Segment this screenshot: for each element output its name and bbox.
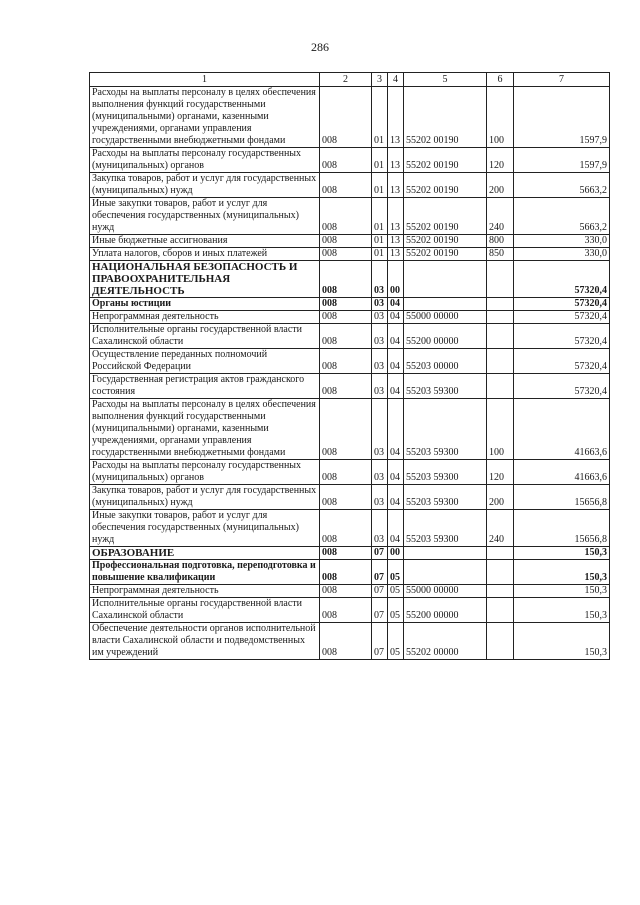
row-code-subsection: 13 <box>388 87 404 148</box>
row-code-main: 008 <box>320 560 372 585</box>
table-row <box>90 248 610 261</box>
row-code-section: 07 <box>372 623 388 660</box>
row-code-main: 008 <box>320 374 372 399</box>
row-code-expense-type: 120 <box>487 460 514 485</box>
row-amount: 41663,6 <box>514 399 610 460</box>
row-code-target: 55000 00000 <box>404 585 487 598</box>
row-amount: 5663,2 <box>514 198 610 235</box>
row-name: Осуществление переданных полномочий Российской Федерации <box>90 349 320 374</box>
row-code-section: 03 <box>372 324 388 349</box>
row-code-subsection: 00 <box>388 547 404 560</box>
row-code-expense-type: 120 <box>487 148 514 173</box>
column-header-row <box>90 73 610 87</box>
row-code-target: 55202 00190 <box>404 248 487 261</box>
row-code-main: 008 <box>320 235 372 248</box>
row-code-target <box>404 560 487 585</box>
row-code-main: 008 <box>320 248 372 261</box>
row-amount: 150,3 <box>514 623 610 660</box>
table-row <box>90 374 610 399</box>
column-header: 6 <box>487 73 514 87</box>
row-code-target: 55202 00190 <box>404 235 487 248</box>
row-code-target: 55200 00000 <box>404 598 487 623</box>
row-code-expense-type <box>487 261 514 298</box>
row-code-expense-type <box>487 560 514 585</box>
row-amount: 5663,2 <box>514 173 610 198</box>
row-code-expense-type <box>487 598 514 623</box>
table-row <box>90 235 610 248</box>
row-code-target <box>404 298 487 311</box>
row-amount: 57320,4 <box>514 324 610 349</box>
row-name: Расходы на выплаты персоналу в целях обеспечения выполнения функций государственными (муниципальными) органами, казенными учреждениями, органами управления государственными внебюджетными фондами <box>90 87 320 148</box>
row-code-section: 01 <box>372 148 388 173</box>
row-name: Иные бюджетные ассигнования <box>90 235 320 248</box>
table-row <box>90 311 610 324</box>
row-name: Органы юстиции <box>90 298 320 311</box>
row-code-target: 55000 00000 <box>404 311 487 324</box>
column-header: 3 <box>372 73 388 87</box>
row-code-main: 008 <box>320 261 372 298</box>
table-row <box>90 598 610 623</box>
row-code-expense-type: 800 <box>487 235 514 248</box>
row-code-target: 55203 00000 <box>404 349 487 374</box>
row-code-subsection: 00 <box>388 261 404 298</box>
row-code-target: 55202 00190 <box>404 87 487 148</box>
row-name: Закупка товаров, работ и услуг для государственных (муниципальных) нужд <box>90 173 320 198</box>
row-name: Иные закупки товаров, работ и услуг для обеспечения государственных (муниципальных) нужд <box>90 510 320 547</box>
row-code-subsection: 05 <box>388 623 404 660</box>
row-code-expense-type: 240 <box>487 198 514 235</box>
row-name: Обеспечение деятельности органов исполнительной власти Сахалинской области и подведомственных им учреждений <box>90 623 320 660</box>
row-amount: 41663,6 <box>514 460 610 485</box>
row-code-subsection: 13 <box>388 235 404 248</box>
row-code-subsection: 04 <box>388 324 404 349</box>
row-amount: 1597,9 <box>514 87 610 148</box>
row-code-subsection: 04 <box>388 485 404 510</box>
row-code-expense-type: 100 <box>487 87 514 148</box>
column-header: 5 <box>404 73 487 87</box>
column-header: 7 <box>514 73 610 87</box>
row-name: Расходы на выплаты персоналу в целях обеспечения выполнения функций государственными (муниципальными) органами, казенными учреждениями, органами управления государственными внебюджетными фондами <box>90 399 320 460</box>
row-amount: 15656,8 <box>514 485 610 510</box>
row-code-subsection: 04 <box>388 399 404 460</box>
table-row <box>90 623 610 660</box>
row-amount: 150,3 <box>514 560 610 585</box>
row-code-target: 55202 00000 <box>404 623 487 660</box>
row-code-expense-type <box>487 324 514 349</box>
row-code-section: 03 <box>372 311 388 324</box>
column-header: 4 <box>388 73 404 87</box>
row-code-section: 01 <box>372 87 388 148</box>
row-code-target: 55202 00190 <box>404 173 487 198</box>
row-amount: 15656,8 <box>514 510 610 547</box>
table-row <box>90 324 610 349</box>
table-row <box>90 585 610 598</box>
table-row <box>90 485 610 510</box>
row-code-main: 008 <box>320 311 372 324</box>
row-code-main: 008 <box>320 173 372 198</box>
row-code-section: 01 <box>372 198 388 235</box>
table-row <box>90 298 610 311</box>
row-amount: 1597,9 <box>514 148 610 173</box>
row-code-section: 07 <box>372 560 388 585</box>
row-code-target: 55202 00190 <box>404 198 487 235</box>
row-code-target <box>404 261 487 298</box>
row-code-main: 008 <box>320 349 372 374</box>
row-amount: 330,0 <box>514 248 610 261</box>
row-code-subsection: 04 <box>388 349 404 374</box>
row-code-section: 01 <box>372 173 388 198</box>
row-amount: 57320,4 <box>514 349 610 374</box>
row-code-section: 01 <box>372 248 388 261</box>
row-code-expense-type <box>487 585 514 598</box>
row-name: Государственная регистрация актов гражданского состояния <box>90 374 320 399</box>
row-amount: 57320,4 <box>514 374 610 399</box>
row-code-section: 03 <box>372 349 388 374</box>
row-code-main: 008 <box>320 547 372 560</box>
column-header: 1 <box>90 73 320 87</box>
page-number: 286 <box>311 40 329 54</box>
row-code-subsection: 13 <box>388 198 404 235</box>
row-code-subsection: 05 <box>388 585 404 598</box>
table-row <box>90 399 610 460</box>
row-amount: 57320,4 <box>514 298 610 311</box>
row-code-section: 07 <box>372 585 388 598</box>
row-code-main: 008 <box>320 510 372 547</box>
row-code-subsection: 04 <box>388 311 404 324</box>
row-code-section: 03 <box>372 374 388 399</box>
row-code-expense-type <box>487 311 514 324</box>
row-code-section: 03 <box>372 485 388 510</box>
row-amount: 57320,4 <box>514 261 610 298</box>
row-code-subsection: 05 <box>388 560 404 585</box>
row-name: Расходы на выплаты персоналу государственных (муниципальных) органов <box>90 460 320 485</box>
row-code-main: 008 <box>320 298 372 311</box>
row-name: ОБРАЗОВАНИЕ <box>90 547 320 560</box>
row-code-target: 55202 00190 <box>404 148 487 173</box>
row-code-main: 008 <box>320 324 372 349</box>
row-name: Профессиональная подготовка, переподготовка и повышение квалификации <box>90 560 320 585</box>
row-code-main: 008 <box>320 87 372 148</box>
row-name: Закупка товаров, работ и услуг для государственных (муниципальных) нужд <box>90 485 320 510</box>
row-amount: 330,0 <box>514 235 610 248</box>
row-code-target: 55203 59300 <box>404 485 487 510</box>
row-name: Исполнительные органы государственной власти Сахалинской области <box>90 324 320 349</box>
row-code-section: 03 <box>372 460 388 485</box>
row-name: Уплата налогов, сборов и иных платежей <box>90 248 320 261</box>
table-row <box>90 349 610 374</box>
row-code-subsection: 13 <box>388 148 404 173</box>
row-code-subsection: 04 <box>388 460 404 485</box>
row-amount: 57320,4 <box>514 311 610 324</box>
row-code-subsection: 13 <box>388 248 404 261</box>
row-code-main: 008 <box>320 198 372 235</box>
row-code-expense-type: 100 <box>487 399 514 460</box>
row-code-expense-type: 850 <box>487 248 514 261</box>
row-code-section: 03 <box>372 261 388 298</box>
row-code-target: 55203 59300 <box>404 460 487 485</box>
row-code-target <box>404 547 487 560</box>
row-code-expense-type <box>487 547 514 560</box>
row-code-subsection: 04 <box>388 298 404 311</box>
row-code-main: 008 <box>320 399 372 460</box>
row-code-subsection: 05 <box>388 598 404 623</box>
row-name: НАЦИОНАЛЬНАЯ БЕЗОПАСНОСТЬ И ПРАВООХРАНИТЕЛЬНАЯ ДЕЯТЕЛЬНОСТЬ <box>90 261 320 298</box>
table-row <box>90 198 610 235</box>
table-row <box>90 261 610 298</box>
row-code-expense-type: 200 <box>487 485 514 510</box>
row-code-section: 03 <box>372 399 388 460</box>
row-code-main: 008 <box>320 148 372 173</box>
row-code-expense-type <box>487 623 514 660</box>
row-code-main: 008 <box>320 598 372 623</box>
row-name: Расходы на выплаты персоналу государственных (муниципальных) органов <box>90 148 320 173</box>
row-code-main: 008 <box>320 485 372 510</box>
table-row <box>90 547 610 560</box>
budget-table <box>89 72 610 660</box>
row-code-section: 01 <box>372 235 388 248</box>
row-name: Непрограммная деятельность <box>90 311 320 324</box>
row-code-target: 55203 59300 <box>404 399 487 460</box>
row-amount: 150,3 <box>514 547 610 560</box>
table-row <box>90 87 610 148</box>
table-row <box>90 148 610 173</box>
row-code-target: 55200 00000 <box>404 324 487 349</box>
row-code-subsection: 13 <box>388 173 404 198</box>
row-code-section: 03 <box>372 298 388 311</box>
row-amount: 150,3 <box>514 598 610 623</box>
table-row <box>90 173 610 198</box>
row-name: Непрограммная деятельность <box>90 585 320 598</box>
row-code-expense-type: 240 <box>487 510 514 547</box>
table-body <box>90 87 610 660</box>
row-code-section: 07 <box>372 598 388 623</box>
table-row <box>90 510 610 547</box>
row-code-expense-type <box>487 374 514 399</box>
row-code-expense-type: 200 <box>487 173 514 198</box>
column-header: 2 <box>320 73 372 87</box>
table-row <box>90 460 610 485</box>
row-amount: 150,3 <box>514 585 610 598</box>
row-code-section: 03 <box>372 510 388 547</box>
row-code-subsection: 04 <box>388 374 404 399</box>
row-code-main: 008 <box>320 460 372 485</box>
row-code-expense-type <box>487 349 514 374</box>
row-name: Иные закупки товаров, работ и услуг для обеспечения государственных (муниципальных) нужд <box>90 198 320 235</box>
row-name: Исполнительные органы государственной власти Сахалинской области <box>90 598 320 623</box>
row-code-target: 55203 59300 <box>404 510 487 547</box>
row-code-target: 55203 59300 <box>404 374 487 399</box>
row-code-expense-type <box>487 298 514 311</box>
row-code-subsection: 04 <box>388 510 404 547</box>
row-code-main: 008 <box>320 623 372 660</box>
row-code-section: 07 <box>372 547 388 560</box>
table-row <box>90 560 610 585</box>
row-code-main: 008 <box>320 585 372 598</box>
